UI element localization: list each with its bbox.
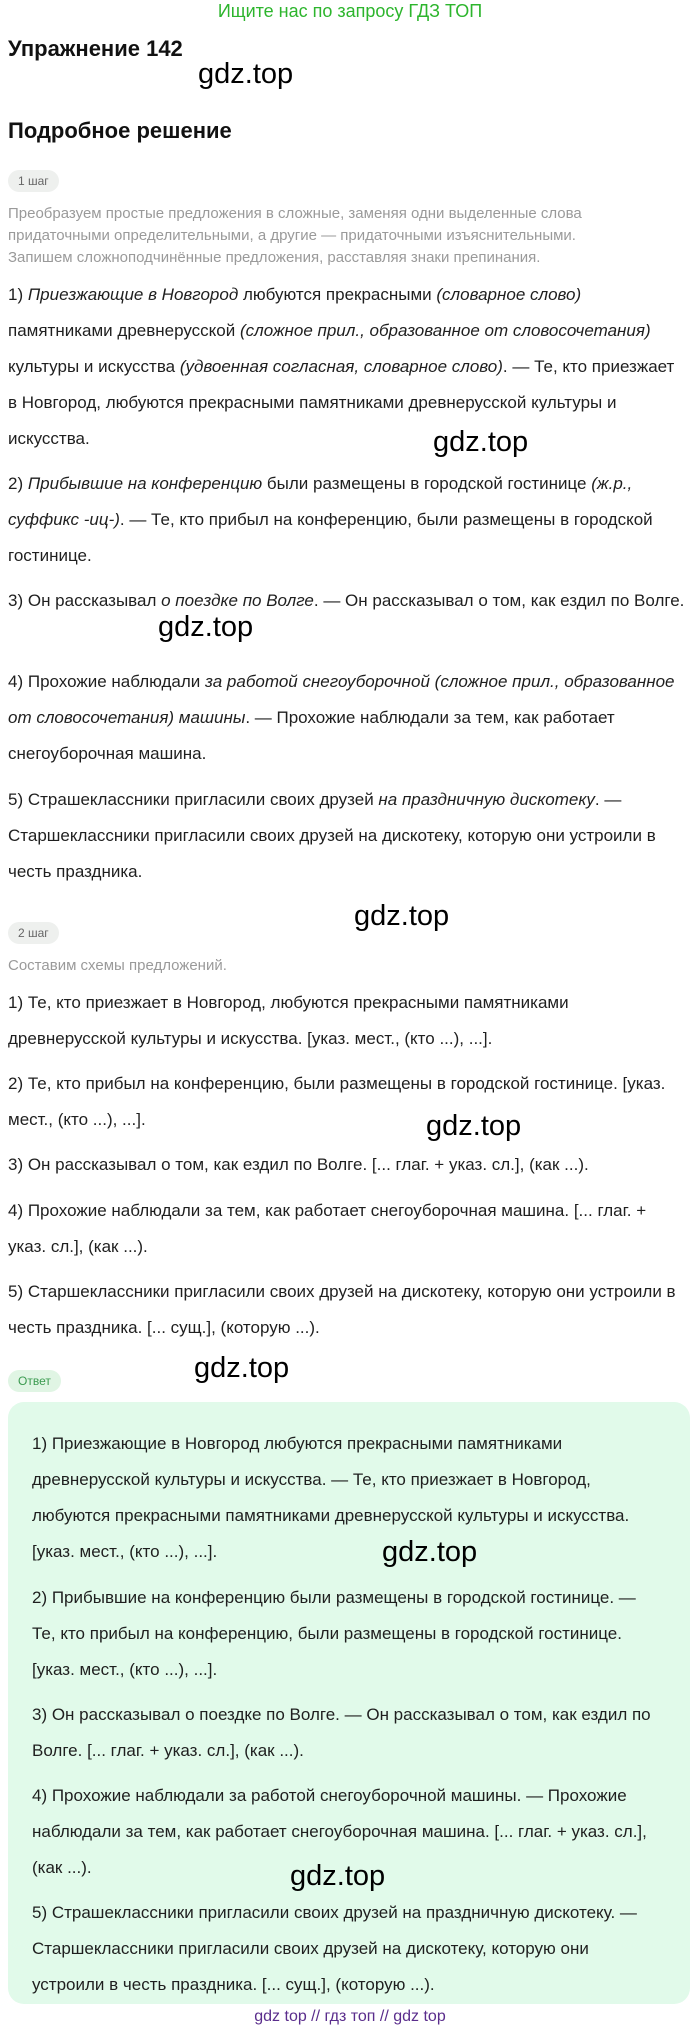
- item-number: 4): [8, 672, 28, 691]
- step-2-badge: 2 шаг: [8, 922, 59, 944]
- item-number: 2): [8, 474, 28, 493]
- highlighted-phrase: о поездке по Волге: [161, 591, 314, 610]
- answer-item: 4) Прохожие наблюдали за работой снегоуборочной машины. — Прохожие наблюдали за тем, как работает снегоуборочная машина. [... глаг. + указ. сл.], (как ...).: [32, 1786, 647, 1877]
- watermark: gdz.top: [194, 1352, 290, 1384]
- text: . — Старшеклассники пригласили своих друзей на дискотеку, которую они устроили в честь праздника.: [8, 790, 656, 881]
- exercise-title: Упражнение 142: [8, 36, 183, 61]
- text: были размещены в городской гостинице: [262, 474, 592, 493]
- text: Страшеклассники пригласили своих друзей: [27, 790, 379, 809]
- answer-item: 1) Приезжающие в Новгород любуются прекрасными памятниками древнерусской культуры и искусства. — Те, кто приезжает в Новгород, любуются прекрасными памятниками древнерусской культуры и искусства. [указ. мест., (кто ...), ...].: [32, 1434, 630, 1561]
- text: . — Те, кто приезжает в Новгород, любуются прекрасными памятниками древнерусской культуры и искусства.: [8, 357, 675, 448]
- item-number: 3): [8, 591, 28, 610]
- answer-item: 5) Страшеклассники пригласили своих друзей на праздничную дискотеку. — Старшеклассники пригласили своих друзей на дискотеку, которую они устроили в честь праздника. [... сущ.], (которую ...).: [32, 1903, 637, 1994]
- step-1-item-4: [8, 664, 688, 772]
- text: культуры и искусства: [8, 357, 180, 376]
- text: Он рассказывал: [27, 591, 162, 610]
- watermark: gdz.top: [382, 1536, 478, 1568]
- highlighted-phrase: за работой снегоуборочной (сложное прил., образованное от словосочетания) машины: [8, 672, 675, 727]
- highlighted-phrase: Прибывшие на конференцию: [27, 474, 263, 493]
- footer-links[interactable]: gdz top // гдз топ // gdz top: [254, 2008, 446, 2025]
- text: любуются прекрасными: [238, 285, 437, 304]
- answer-item: 2) Прибывшие на конференцию были размещены в городской гостинице. — Те, кто прибыл на конференцию, были размещены в городской гостинице. [указ. мест., (кто ...), ...].: [32, 1588, 636, 1679]
- step-2-intro: Составим схемы предложений.: [8, 957, 227, 974]
- step-1-badge: 1 шаг: [8, 170, 59, 192]
- intro-line: Запишем сложноподчинённые предложения, расставляя знаки препинания.: [8, 249, 541, 266]
- text: . — Те, кто прибыл на конференцию, были размещены в городской гостинице.: [8, 510, 653, 565]
- intro-line: Преобразуем простые предложения в сложные, заменяя одни выделенные слова: [8, 205, 582, 222]
- watermark: gdz.top: [426, 1110, 522, 1142]
- step-2-item: 3) Он рассказывал о том, как ездил по Волге. [... глаг. + указ. сл.], (как ...).: [8, 1155, 589, 1174]
- highlighted-phrase: на праздничную дискотеку: [378, 790, 595, 809]
- item-number: 5): [8, 790, 28, 809]
- step-1-item-1: [8, 277, 688, 457]
- text: . — Прохожие наблюдали за тем, как работает снегоуборочная машина.: [8, 708, 615, 763]
- step-1-item-5: [8, 782, 688, 890]
- search-hint-link[interactable]: Ищите нас по запросу ГДЗ ТОП: [217, 1, 483, 21]
- step-2-item: 4) Прохожие наблюдали за тем, как работает снегоуборочная машина. [... глаг. + указ. сл.], (как ...).: [8, 1201, 647, 1256]
- grammar-note: (ж.р., суффикс -иц-): [8, 474, 633, 529]
- step-2-item: 5) Старшеклассники пригласили своих друзей на дискотеку, которую они устроили в честь праздника. [... сущ.], (которую ...).: [8, 1282, 676, 1337]
- item-number: 1): [8, 285, 28, 304]
- watermark: gdz.top: [354, 900, 450, 932]
- step-1-intro: [8, 203, 688, 269]
- answer-item: 3) Он рассказывал о поездке по Волге. — Он рассказывал о том, как ездил по Волге. [... глаг. + указ. сл.], (как ...).: [32, 1705, 651, 1760]
- text: памятниками древнерусской: [8, 321, 240, 340]
- intro-line: придаточными определительными, а другие — придаточными изъяснительными.: [8, 227, 576, 244]
- grammar-note: (словарное слово): [436, 285, 582, 304]
- grammar-note: (удвоенная согласная, словарное слово): [179, 357, 503, 376]
- step-1-item-3: [8, 583, 688, 619]
- text: . — Он рассказывал о том, как ездил по Волге.: [313, 591, 685, 610]
- solution-title: Подробное решение: [8, 118, 232, 143]
- watermark: gdz.top: [290, 1860, 386, 1892]
- step-1-item-2: [8, 466, 688, 574]
- grammar-note: (сложное прил., образованное от словосочетания): [239, 321, 651, 340]
- watermark: gdz.top: [198, 58, 294, 90]
- text: Прохожие наблюдали: [27, 672, 206, 691]
- answer-badge: Ответ: [8, 1370, 61, 1392]
- highlighted-phrase: Приезжающие в Новгород: [27, 285, 239, 304]
- step-2-item: 2) Те, кто прибыл на конференцию, были размещены в городской гостинице. [указ. мест., (кто ...), ...].: [8, 1074, 666, 1129]
- step-2-item: 1) Те, кто приезжает в Новгород, любуются прекрасными памятниками древнерусской культуры и искусства. [указ. мест., (кто ...), ...].: [8, 993, 569, 1048]
- watermark: gdz.top: [433, 426, 529, 458]
- watermark: gdz.top: [158, 611, 254, 643]
